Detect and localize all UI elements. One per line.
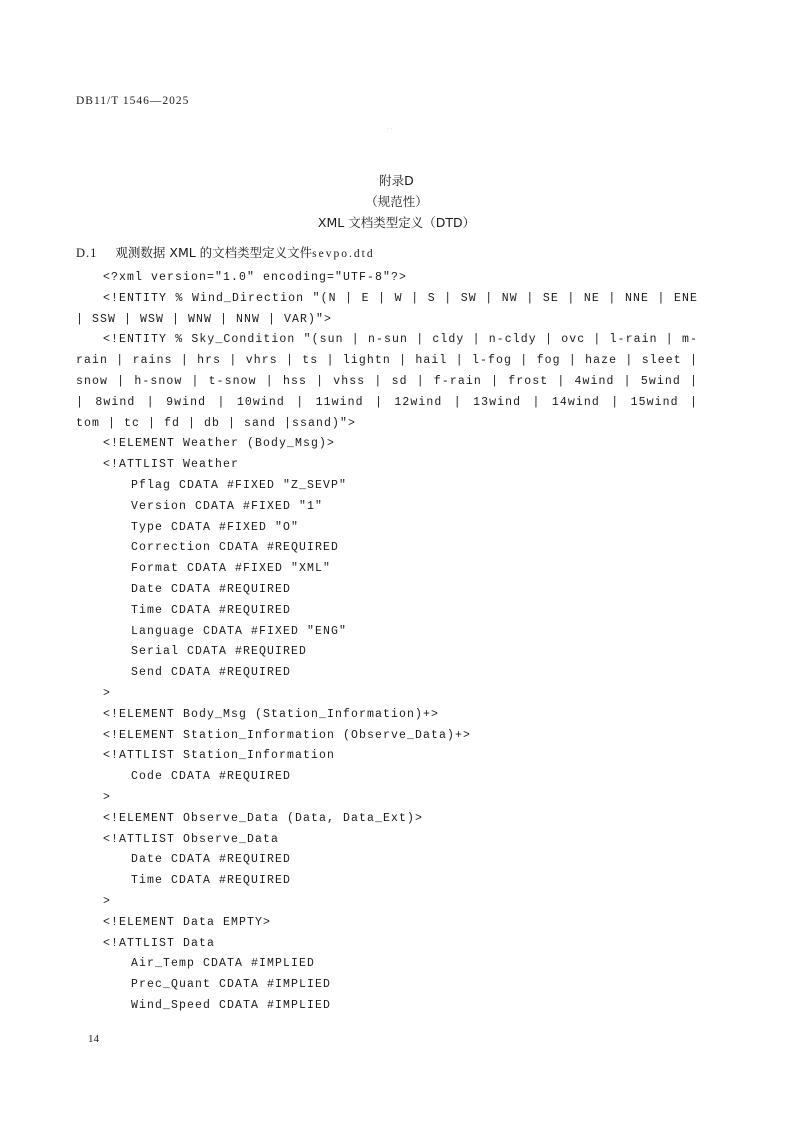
code-line: > <box>103 894 112 908</box>
section-title: 观测数据 XML 的文档类型定义文件 <box>115 245 313 260</box>
appendix-heading: XML 文档类型定义（DTD） <box>317 215 476 230</box>
code-line: | 8wind | 9wind | 10wind | 11wind | 12wind | 13wind | 14wind | 15wind | <box>76 395 698 409</box>
code-line: <!ELEMENT Data EMPTY> <box>103 915 272 929</box>
code-line: Send CDATA #REQUIRED <box>131 666 292 680</box>
code-line: <!ENTITY % Wind_Direction "(N | E | W | S | SW | NW | SE | NE | NNE | ENE <box>103 291 698 305</box>
code-line: Time CDATA #REQUIRED <box>131 603 292 617</box>
code-line: Serial CDATA #REQUIRED <box>131 645 308 659</box>
code-line: Wind_Speed CDATA #IMPLIED <box>131 998 332 1012</box>
code-line: <!ATTLIST Weather <box>103 458 240 472</box>
code-line: Code CDATA #REQUIRED <box>131 770 292 784</box>
code-line: <!ELEMENT Station_Information (Observe_Data)+> <box>103 728 472 742</box>
code-line: | SSW | WSW | WNW | NNW | VAR)"> <box>76 312 333 326</box>
standard-code: DB11/T 1546—2025 <box>76 95 190 107</box>
code-line: <!ATTLIST Observe_Data <box>103 832 280 846</box>
code-line: Air_Temp CDATA #IMPLIED <box>131 957 316 971</box>
code-line: <!ATTLIST Station_Information <box>103 749 336 763</box>
appendix-title: 附录D <box>379 173 414 188</box>
code-line: Correction CDATA #REQUIRED <box>131 541 340 555</box>
code-line: > <box>103 790 112 804</box>
code-line: Date CDATA #REQUIRED <box>131 582 292 596</box>
code-line: <!ATTLIST Data <box>103 936 216 950</box>
code-line: Format CDATA #FIXED "XML" <box>131 562 332 576</box>
code-line: > <box>103 686 112 700</box>
code-line: Type CDATA #FIXED "O" <box>131 520 300 534</box>
code-line: Prec_Quant CDATA #IMPLIED <box>131 978 332 992</box>
appendix-subtitle: （规范性） <box>365 194 428 209</box>
section-number: D.1 <box>76 246 98 260</box>
section-filename: sevpo.dtd <box>312 248 375 260</box>
code-line: Language CDATA #FIXED "ENG" <box>131 624 348 638</box>
code-line: Version CDATA #FIXED "1" <box>131 499 324 513</box>
code-line: <?xml version="1.0" encoding="UTF-8"?> <box>103 271 408 284</box>
code-line: Date CDATA #REQUIRED <box>131 853 292 867</box>
section-heading <box>76 243 375 261</box>
code-line: rain | rains | hrs | vhrs | ts | lightn | hail | l-fog | fog | haze | sleet | <box>76 354 698 368</box>
code-line: <!ENTITY % Sky_Condition "(sun | n-sun | cldy | n-cldy | ovc | l-rain | m- <box>103 333 698 347</box>
page-number: 14 <box>88 1033 99 1045</box>
dtd-code-block <box>76 268 698 1017</box>
code-line: Time CDATA #REQUIRED <box>131 874 292 888</box>
code-line: tom | tc | fd | db | sand |ssand)"> <box>76 416 357 430</box>
code-line: <!ELEMENT Weather (Body_Msg)> <box>103 437 336 451</box>
decorative-dots: · · <box>387 126 393 133</box>
code-line: Pflag CDATA #FIXED "Z_SEVP" <box>131 478 348 492</box>
code-line: snow | h-snow | t-snow | hss | vhss | sd | f-rain | frost | 4wind | 5wind | <box>76 374 698 388</box>
code-line: <!ELEMENT Body_Msg (Station_Information)+> <box>103 707 440 721</box>
code-line: <!ELEMENT Observe_Data (Data, Data_Ext)> <box>103 811 424 825</box>
